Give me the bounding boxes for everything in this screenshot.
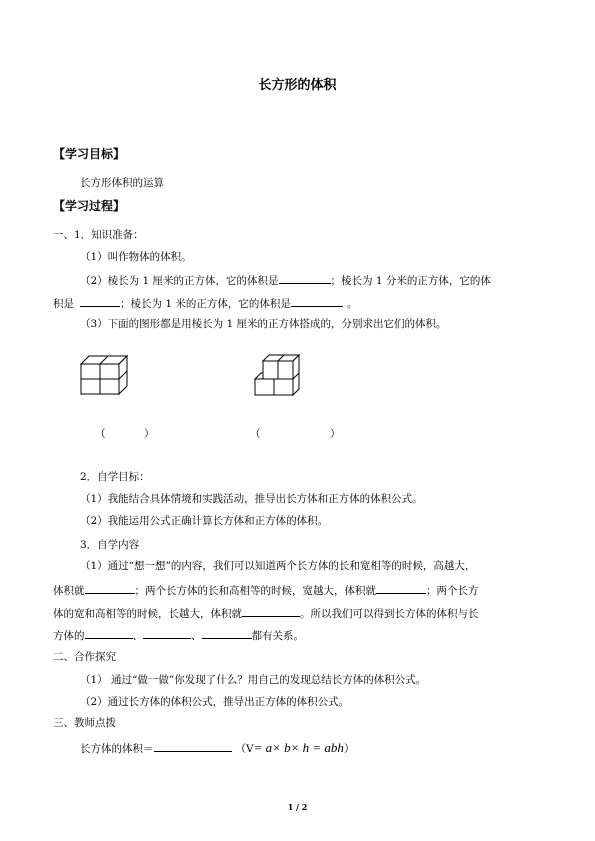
content-line-2: 体积就 ；两个长方体的长和高相等的时候，宽越大，体积就 ；两个长方: [53, 582, 479, 598]
answer-2-close: ）: [330, 428, 341, 440]
cooperate-item-2: （2）通过长方体的体积公式，推导出正方体的体积公式。: [80, 696, 350, 708]
cooperate-heading: 二、合作探究: [53, 651, 116, 663]
question-1-text: （1）叫作物体的体积。: [80, 251, 192, 263]
knowledge-prep-heading: 一、1．知识准备：: [53, 229, 144, 241]
blank-field[interactable]: [85, 582, 135, 594]
question-2-line2: 积是 ；棱长为 1 米的正方体，它的体积是 。: [53, 295, 357, 311]
content-line-4: 方体的 、 、 都有关系。: [53, 627, 304, 643]
blank-field[interactable]: [85, 627, 133, 639]
answer-1-open: （: [95, 428, 106, 440]
formula-expression: = a× b× h = abh: [253, 740, 344, 755]
teacher-heading: 三、教师点拨: [53, 717, 116, 729]
blank-field[interactable]: [80, 295, 120, 307]
blank-field[interactable]: [376, 582, 426, 594]
self-study-goal-heading: 2．自学目标：: [80, 471, 150, 483]
learning-goal-heading: 【学习目标】: [53, 147, 126, 161]
content-line-3: 体的宽和高相等的时候，长越大，体积就 。所以我们可以得到长方体的体积与长: [53, 605, 479, 621]
blank-field[interactable]: [143, 627, 191, 639]
self-study-content-heading: 3．自学内容: [80, 539, 140, 551]
question-3-text: （3）下面的图形都是用棱长为 1 厘米的正方体搭成的，分别求出它们的体积。: [80, 318, 447, 330]
question-2-line1: （2）棱长为 1 厘米的正方体，它的体积是 ；棱长为 1 分米的正方体，它的体: [80, 272, 491, 288]
blank-field[interactable]: [242, 605, 300, 617]
blank-field[interactable]: [154, 740, 232, 752]
self-study-goal-1: （1）我能结合具体情境和实践活动，推导出长方体和正方体的体积公式。: [80, 493, 423, 505]
volume-formula: 长方体的体积＝ （V= a× b× h = abh）: [80, 740, 355, 755]
blank-field[interactable]: [202, 627, 252, 639]
answer-1-close: ）: [144, 428, 155, 440]
learning-goal-text: 长方形体积的运算: [80, 177, 164, 189]
self-study-goal-2: （2）我能运用公式正确计算长方体和正方体的体积。: [80, 515, 329, 527]
cube-figure-2: [254, 352, 304, 396]
cube-figure-1: [80, 355, 128, 395]
blank-field[interactable]: [279, 272, 331, 284]
page-number: 1 / 2: [287, 802, 308, 812]
cooperate-item-1: （1） 通过“做一做”你发现了什么？用自己的发现总结长方体的体积公式。: [80, 674, 427, 686]
blank-field[interactable]: [291, 295, 343, 307]
learning-process-heading: 【学习过程】: [53, 199, 126, 213]
answer-2-open: （: [250, 428, 261, 440]
content-line-1: （1）通过“想一想”的内容，我们可以知道两个长方体的长和宽相等的时候，高越大，: [80, 560, 476, 572]
page-title: 长方形的体积: [258, 78, 337, 93]
